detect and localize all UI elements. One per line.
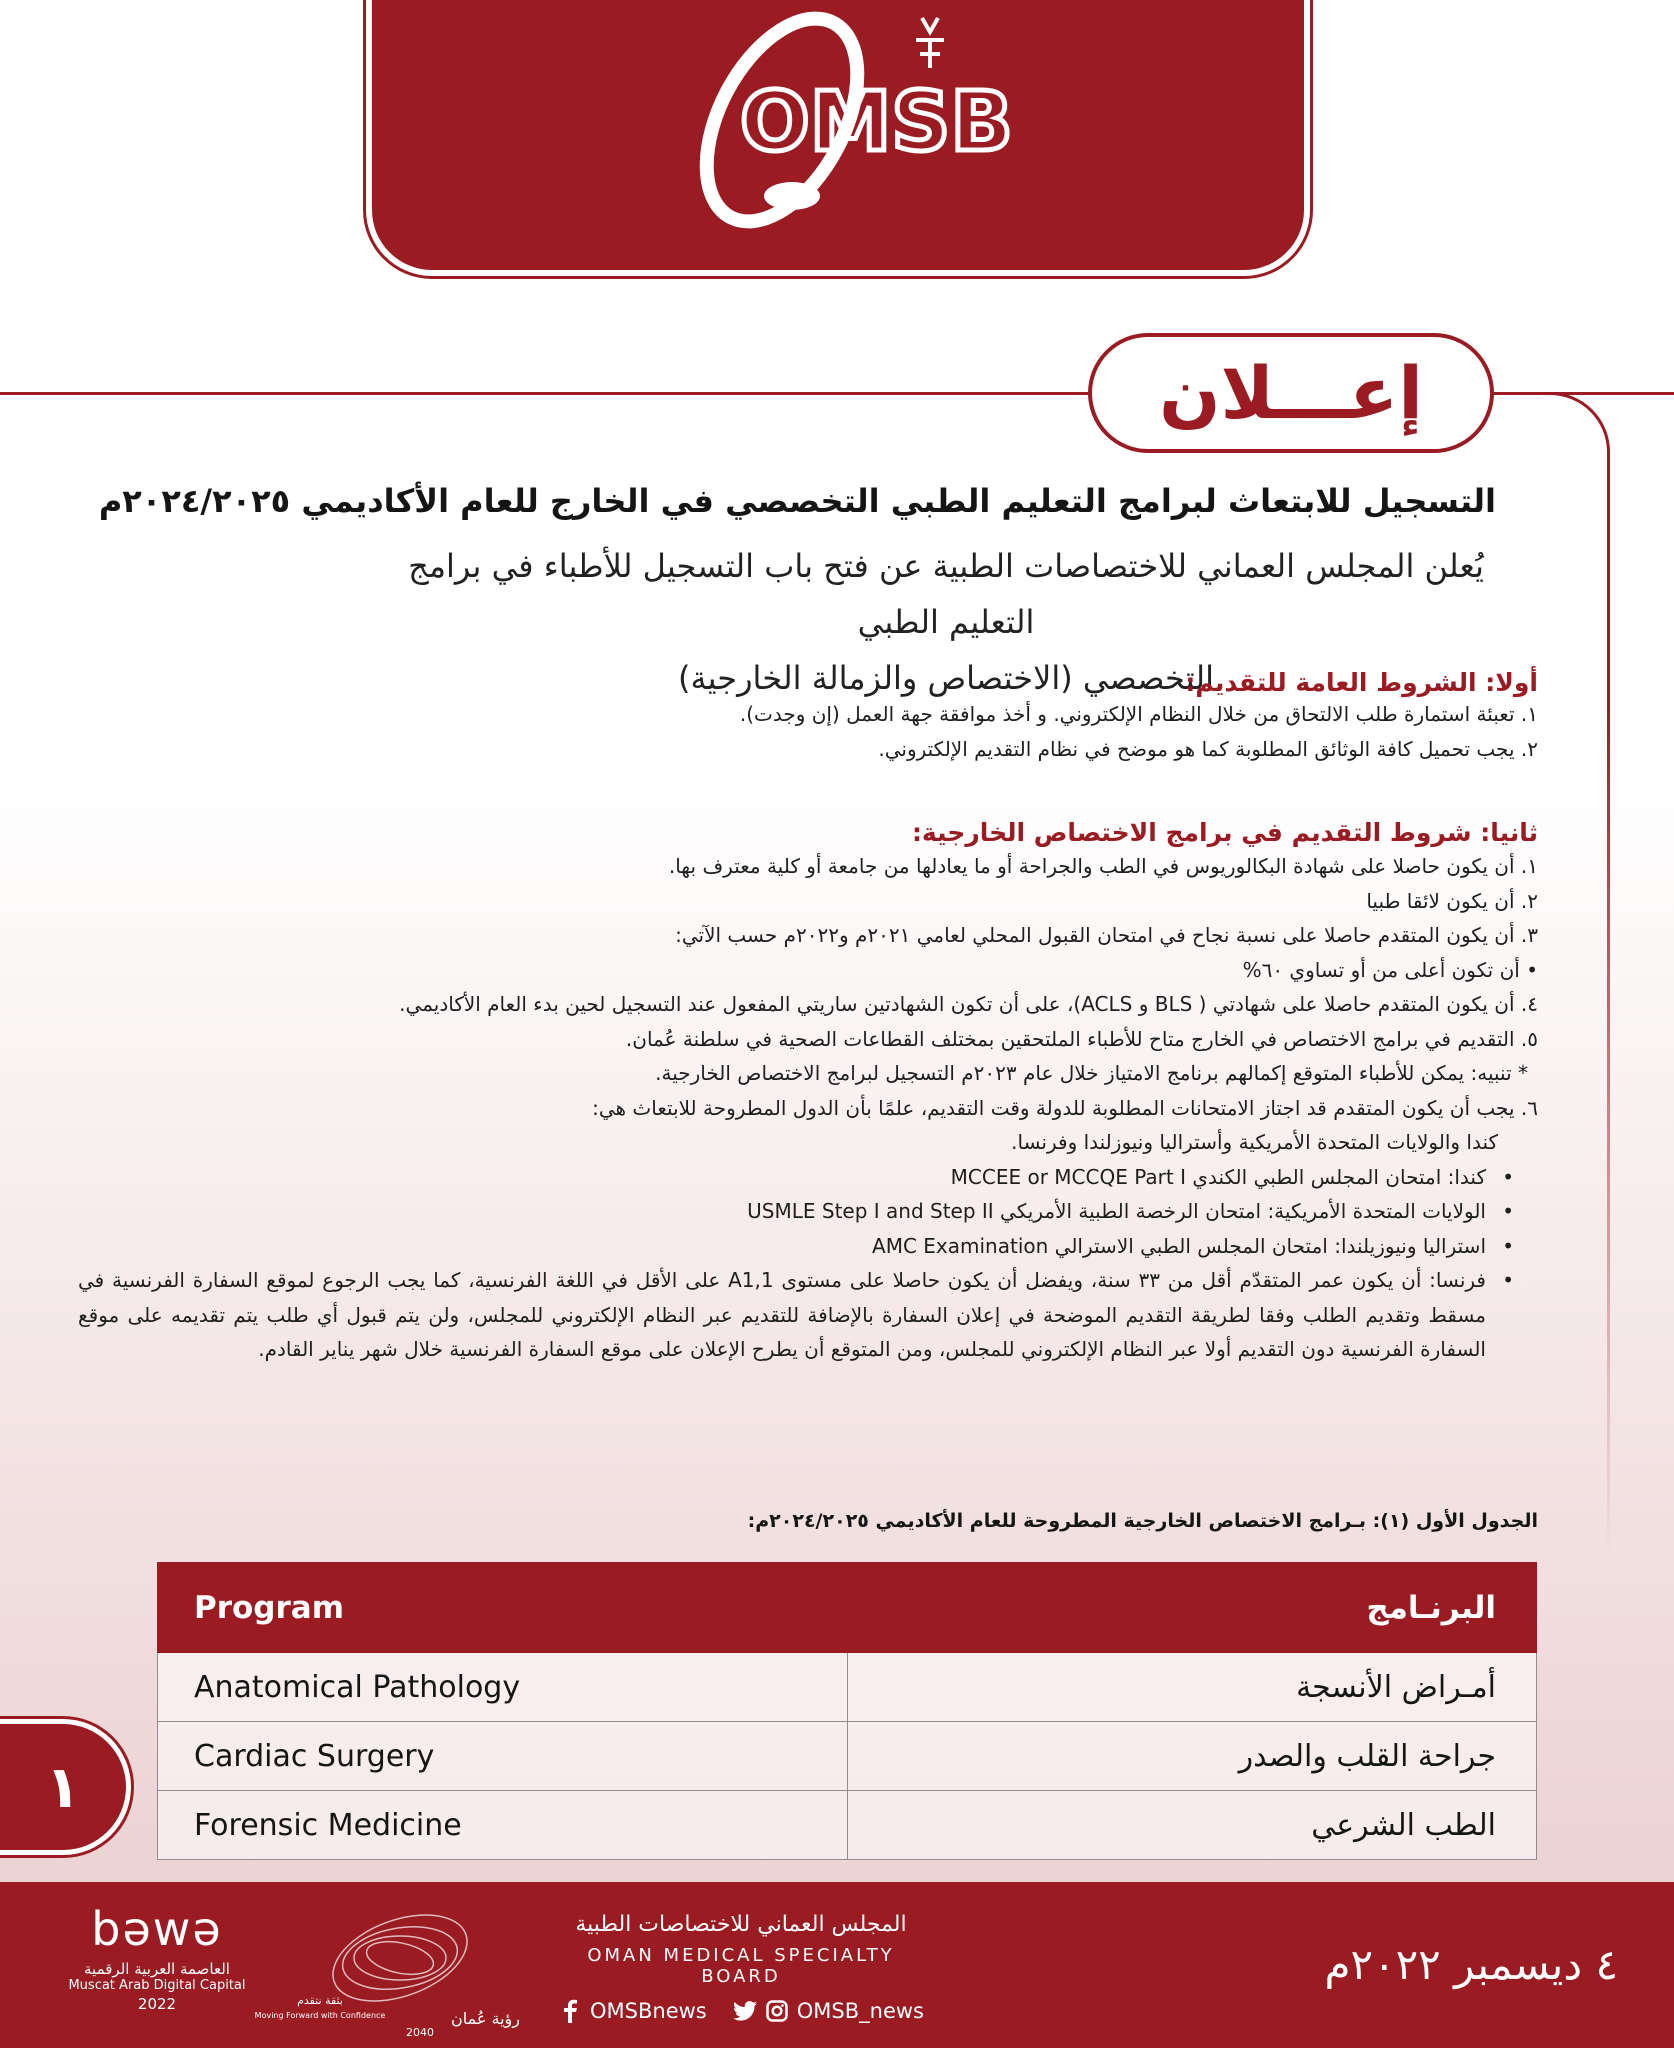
program-en: Anatomical Pathology: [158, 1653, 848, 1722]
list-item: ١. أن يكون حاصلا على شهادة البكالوريوس في الطب والجراحة أو ما يعادلها من جامعة أو كلية معترف بها.: [668, 854, 1538, 878]
social-links: [556, 1999, 926, 2023]
note-item: * تنبيه: يمكن للأطباء المتوقع إكمالهم برنامج الامتياز خلال عام ٢٠٢٣م التسجيل لبرامج الاختصاص الخارجية.: [655, 1061, 1528, 1085]
org-name-ar: المجلس العماني للاختصاصات الطبية: [575, 1912, 907, 1937]
list-item: ٢. أن يكون لائقا طبيا: [1366, 888, 1538, 913]
section-title: ثانيا: شروط التقديم في برامج الاختصاص الخارجية:: [911, 818, 1538, 847]
twitter-instagram-handle: OMSB_news: [796, 1999, 924, 2023]
facebook-icon: [558, 1999, 582, 2023]
table-row: [158, 1653, 1537, 1722]
vision-slogan-en: Moving Forward with Confidence: [254, 2011, 386, 2020]
facebook-link[interactable]: [558, 1999, 707, 2023]
publication-date: ٤ ديسمبر ٢٠٢٢م: [1324, 1940, 1618, 1989]
frame-side-line: [1607, 700, 1610, 1560]
omsb-logo-icon: [672, 0, 1012, 230]
section-title: أولا: الشروط العامة للتقديم:: [1185, 668, 1538, 697]
vision-swirl-icon: [254, 1900, 530, 2040]
program-ar: أمـراض الأنسجة: [847, 1653, 1537, 1722]
digital-logo-mark: bəwə: [91, 1902, 223, 1956]
main-title: التسجيل للابتعاث لبرامج التعليم الطبي التخصصي في الخارج للعام الأكاديمي ٢٠٢٤/٢٠٢٥م: [98, 482, 1496, 520]
logo-text: OMSB: [740, 75, 1013, 170]
programs-table: [157, 1562, 1537, 1860]
table-header-row: [158, 1563, 1537, 1653]
digital-capital-ar: العاصمة العربية الرقمية: [84, 1960, 230, 1978]
country-item: • فرنسا: أن يكون عمر المتقدّم أقل من ٣٣ سنة، ويفضل أن يكون حاصلا على مستوى A1,1 على الأقل في اللغة الفرنسية، كما يجب الرجوع لموقع السفارة الفرنسية في مسقط وتقديم الطلب وفقا لطريقة التقديم الموضحة في إعلان السفارة بالإضافة للتقديم عبر النظام الإلكتروني للمجلس، ولن يتم قبول أي طلب يتم تقديمه على موقع السفارة الفرنسية دون التقديم أولا عبر النظام الإلكتروني للمجلس، ومن المتوقع أن يطرح الإعلان على موقع السفارة الفرنسية خلال شهر يناير القادم.: [78, 1263, 1514, 1367]
announcement-badge: [1088, 333, 1494, 453]
program-en: Cardiac Surgery: [158, 1722, 848, 1791]
page-number: ١: [45, 1753, 81, 1821]
header-logo-tab: [372, 0, 1304, 270]
intro-line: التخصصي (الاختصاص والزمالة الخارجية): [677, 659, 1214, 697]
page-number-tab: [0, 1724, 126, 1850]
vision-year: 2040: [406, 2026, 434, 2039]
list-item: ٤. أن يكون المتقدم حاصلا على شهادتي ( BLS و ACLS)، على أن تكون الشهادتين ساريتي المفعول عند التسجيل لحين بدء العام الأكاديمي.: [399, 992, 1538, 1016]
list-item: ٢. يجب تحميل كافة الوثائق المطلوبة كما هو موضح في نظام التقديم الإلكتروني.: [878, 736, 1538, 761]
country-item: • استراليا ونيوزيلندا: امتحان المجلس الطبي الاسترالي AMC Examination: [78, 1229, 1514, 1264]
org-name-en: OMAN MEDICAL SPECIALTY BOARD: [587, 1945, 895, 1987]
list-item: • أن تكون أعلى من أو تساوي ٦٠%: [1242, 957, 1538, 982]
section-general-conditions: [138, 668, 1538, 766]
program-ar: جراحة القلب والصدر: [847, 1722, 1537, 1791]
list-item: ١. تعبئة استمارة طلب الالتحاق من خلال النظام الإلكتروني. و أخذ موافقة جهة العمل (إن وجدت).: [739, 702, 1538, 726]
intro-line: يُعلن المجلس العماني للاختصاصات الطبية عن فتح باب التسجيل للأطباء في برامج التعليم الطبي: [408, 547, 1484, 641]
country-item: • كندا: امتحان المجلس الطبي الكندي MCCEE or MCCQE Part I: [78, 1160, 1514, 1195]
announcement-label: إعـــلان: [1159, 351, 1423, 435]
digital-capital-en: Muscat Arab Digital Capital: [68, 1978, 246, 1993]
list-item: ٦. يجب أن يكون المتقدم قد اجتاز الامتحانات المطلوبة للدولة وقت التقديم، علمًا بأن الدول المطروحة للابتعاث هي:: [592, 1095, 1538, 1120]
digital-capital-year: 2022: [137, 1995, 177, 2013]
footer: [0, 1882, 1674, 2048]
header-program-en: Program: [158, 1563, 848, 1653]
instagram-icon: [765, 1999, 789, 2023]
twitter-instagram-link[interactable]: [733, 1999, 924, 2023]
twitter-icon: [733, 1999, 757, 2023]
country-item: • الولايات المتحدة الأمريكية: امتحان الرخصة الطبية الأمريكي USMLE Step I and Step II: [78, 1194, 1514, 1229]
header-program-ar: البرنـامج: [847, 1563, 1537, 1653]
vision-slogan-ar: بثقة نتقدم: [297, 1994, 343, 2007]
program-ar: الطب الشرعي: [847, 1791, 1537, 1860]
table-row: [158, 1722, 1537, 1791]
country-exam-list: [78, 1160, 1538, 1367]
section-external-conditions: [78, 818, 1538, 1367]
list-item: ٣. أن يكون المتقدم حاصلا على نسبة نجاح في امتحان القبول المحلي لعامي ٢٠٢١م و٢٠٢٢م حسب الآتي:: [675, 923, 1538, 947]
list-item: كندا والولايات المتحدة الأمريكية وأستراليا ونيوزلندا وفرنسا.: [1011, 1130, 1498, 1154]
muscat-digital-capital-logo: [52, 1904, 262, 2013]
program-en: Forensic Medicine: [158, 1791, 848, 1860]
footer-organization: [556, 1912, 926, 2023]
vision-label: رؤية عُمان: [451, 2009, 520, 2028]
table-caption: الجدول الأول (١): بـرامج الاختصاص الخارجية المطروحة للعام الأكاديمي ٢٠٢٤/٢٠٢٥م:: [747, 1510, 1538, 1532]
oman-vision-2040-logo: [254, 1900, 530, 2040]
table-row: [158, 1791, 1537, 1860]
list-item: ٥. التقديم في برامج الاختصاص في الخارج متاح للأطباء الملتحقين بمختلف القطاعات الصحية في سلطنة عُمان.: [625, 1026, 1538, 1051]
frame-line-left: [0, 392, 1090, 395]
facebook-handle: OMSBnews: [590, 1999, 707, 2023]
